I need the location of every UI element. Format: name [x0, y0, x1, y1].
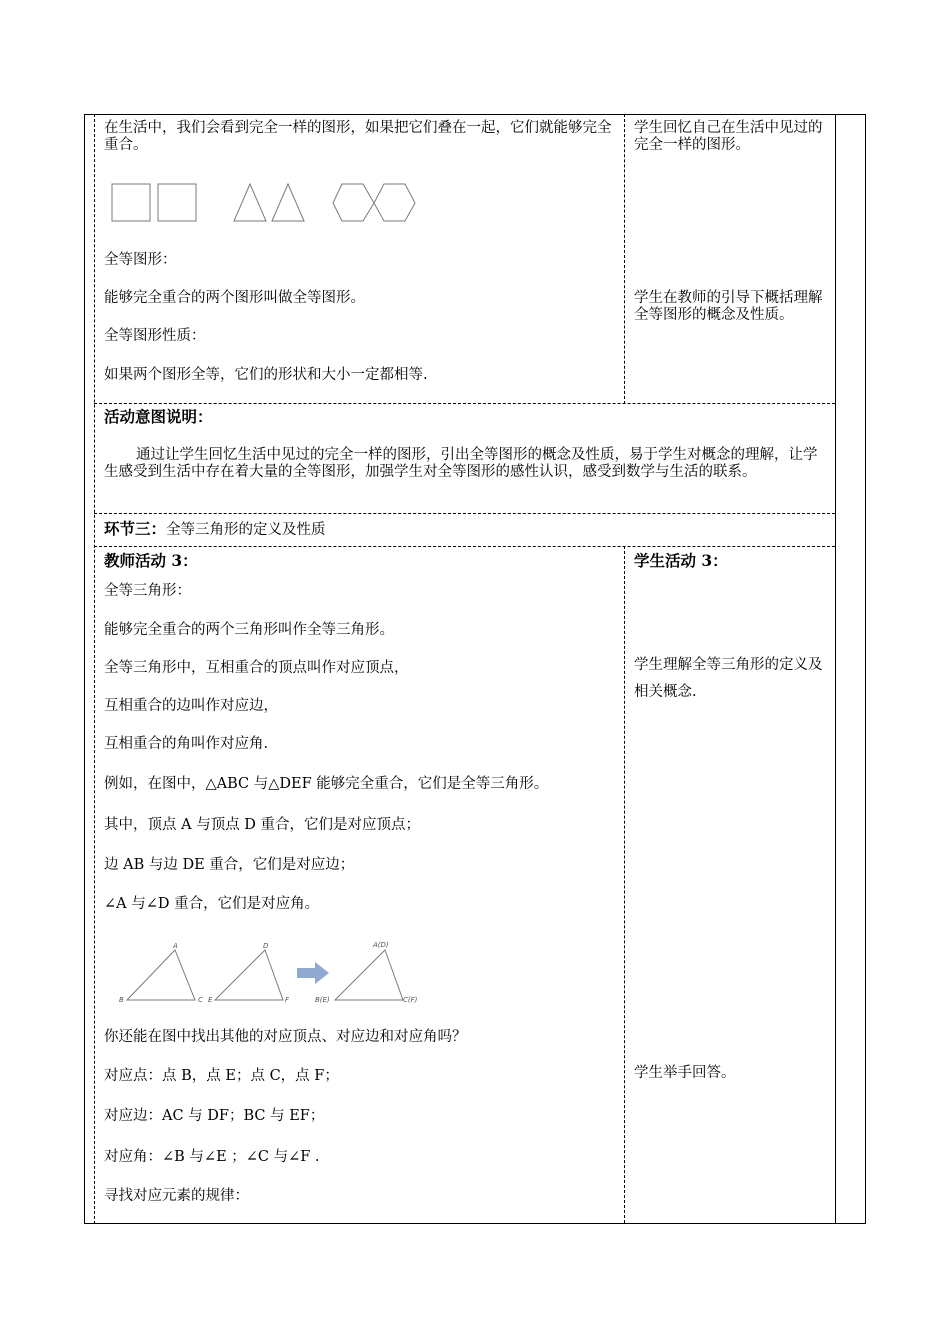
triangle-abc: [127, 950, 195, 1000]
table-left-border: [84, 114, 85, 1224]
table-right-border: [865, 114, 866, 1224]
row-divider-1: [94, 403, 835, 404]
label-e: E: [208, 996, 213, 1004]
congruent-triangles-figure: [115, 938, 418, 1008]
teacher-line: 互相重合的角叫作对应角.: [104, 736, 269, 752]
stage-name: 全等三角形的定义及性质: [166, 522, 326, 538]
triangle-shape: [234, 184, 266, 221]
teacher-activity-heading: 教师活动 3：: [104, 551, 198, 570]
def-text: 能够完全重合的两个图形叫做全等图形。: [104, 290, 365, 306]
label-a: A: [173, 942, 178, 950]
label-cf: C(F): [403, 996, 418, 1004]
teacher-line: 你还能在图中找出其他的对应顶点、对应边和对应角吗？: [104, 1029, 467, 1045]
student-answer-text: 学生举手回答。: [634, 1065, 736, 1081]
label-b: B: [119, 996, 124, 1004]
label-d: D: [263, 942, 269, 950]
teacher-line: 互相重合的边叫作对应边，: [104, 698, 278, 714]
column-divider-1: [624, 114, 625, 404]
prop-heading: 全等图形性质：: [104, 328, 206, 344]
square-shape: [112, 184, 150, 221]
label-f: F: [285, 996, 290, 1004]
teacher-line: 全等三角形中，互相重合的顶点叫作对应顶点，: [104, 660, 409, 676]
inner-right-border: [835, 114, 836, 1224]
shapes-figure: [100, 175, 430, 231]
table-bottom-border: [84, 1223, 866, 1224]
teacher-line: 边 AB 与边 DE 重合，它们是对应边；: [104, 857, 355, 873]
label-c: C: [198, 996, 203, 1004]
student-understand-text: 学生理解全等三角形的定义及相关概念.: [634, 657, 823, 700]
row-divider-2: [94, 513, 835, 514]
student-summary-text: 学生在教师的引导下概括理解全等图形的概念及性质。: [634, 290, 823, 323]
teacher-line: 能够完全重合的两个三角形叫作全等三角形。: [104, 622, 394, 638]
intent-heading: 活动意图说明：: [104, 407, 213, 426]
student-activity-heading: 学生活动 3：: [634, 551, 728, 570]
table-top-border: [84, 114, 866, 115]
prop-text: 如果两个图形全等，它们的形状和大小一定都相等.: [104, 367, 428, 383]
stage-title: [104, 520, 326, 539]
student-recall-text: 学生回忆自己在生活中见过的完全一样的图形。: [634, 120, 823, 153]
teacher-line: 例如，在图中，△ABC 与△DEF 能够完全重合，它们是全等三角形。: [104, 776, 549, 792]
label-be: B(E): [315, 996, 330, 1004]
intro-text: 在生活中，我们会看到完全一样的图形，如果把它们叠在一起，它们就能够完全重合。: [104, 120, 612, 153]
hexagon-shape: [333, 184, 374, 221]
teacher-line: ∠A 与∠D 重合，它们是对应角。: [104, 896, 320, 912]
square-shape: [158, 184, 196, 221]
label-ad: A(D): [373, 941, 389, 949]
teacher-line: 对应角：∠B 与∠E ；∠C 与∠F .: [104, 1149, 320, 1165]
left-dashed-line: [94, 114, 95, 1224]
teacher-line: 寻找对应元素的规律：: [104, 1188, 249, 1204]
stage-label: 环节三：: [104, 519, 167, 538]
column-divider-2: [624, 546, 625, 1223]
teacher-line: 对应点：点 B，点 E；点 C，点 F；: [104, 1068, 339, 1084]
triangle-shape: [272, 184, 304, 221]
hexagon-shape: [374, 184, 415, 221]
arrow-icon: [297, 962, 329, 984]
def-heading: 全等图形：: [104, 252, 177, 268]
intent-text: 通过让学生回忆生活中见过的完全一样的图形，引出全等图形的概念及性质，易于学生对概念的理解，让学生感受到生活中存在着大量的全等图形，加强学生对全等图形的感性认识，感受到数学与生活的联系。: [104, 447, 818, 480]
row-divider-3: [94, 546, 835, 547]
teacher-line: 全等三角形：: [104, 583, 191, 599]
triangle-def: [215, 950, 283, 1000]
triangle-overlap: [335, 950, 403, 1000]
teacher-line: 其中，顶点 A 与顶点 D 重合，它们是对应顶点；: [104, 817, 421, 833]
teacher-line: 对应边：AC 与 DF；BC 与 EF；: [104, 1108, 325, 1124]
